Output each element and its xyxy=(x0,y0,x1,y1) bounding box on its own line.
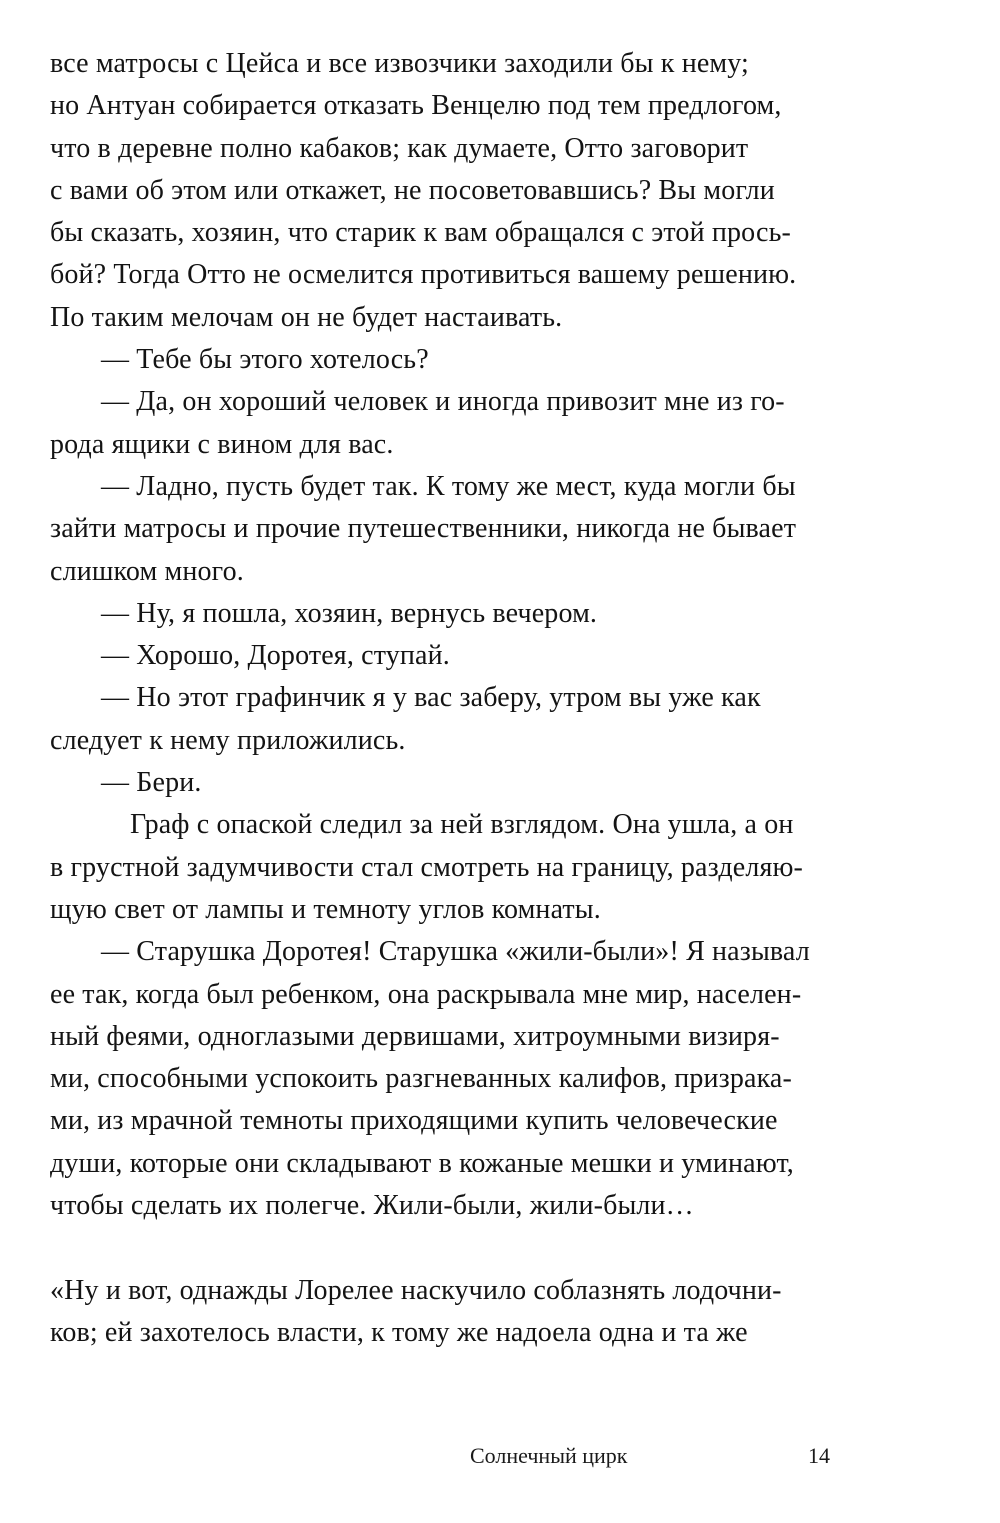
text-line: бы сказать, хозяин, что старик к вам обращался с этой прось- xyxy=(50,217,791,249)
text-line: «Ну и вот, однажды Лорелее наскучило соблазнять лодочни- xyxy=(50,1274,782,1306)
text-line: ный феями, одноглазыми дервишами, хитроумными визиря- xyxy=(50,1020,780,1052)
text-line: слишком много. xyxy=(50,555,244,587)
text-line: ми, способными успокоить разгневанных калифов, призрака- xyxy=(50,1063,792,1095)
text-line: все матросы с Цейса и все извозчики заходили бы к нему; xyxy=(50,48,749,79)
dialogue-line: — Старушка Доротея! Старушка «жили-были»! Я называл xyxy=(101,936,810,968)
running-footer-title: Солнечный цирк xyxy=(470,1443,628,1468)
text-line: с вами об этом или откажет, не посоветовавшись? Вы могли xyxy=(50,174,775,206)
text-line: По таким мелочам он не будет настаивать. xyxy=(50,301,563,333)
text-line: щую свет от лампы и темноту углов комнаты. xyxy=(50,893,601,925)
dialogue-line: — Тебе бы этого хотелось? xyxy=(101,344,429,376)
dialogue-line: — Ладно, пусть будет так. К тому же мест, куда могли бы xyxy=(101,470,796,502)
dialogue-line: — Но этот графинчик я у вас заберу, утром вы уже как xyxy=(101,682,761,714)
text-line: ков; ей захотелось власти, к тому же надоела одна и та же xyxy=(50,1316,748,1348)
text-line: но Антуан собирается отказать Венцелю под тем предлогом, xyxy=(50,90,782,122)
text-line: в грустной задумчивости стал смотреть на границу, разделяю- xyxy=(50,851,804,883)
text-line: что в деревне полно кабаков; как думаете, Отто заговорит xyxy=(50,132,749,164)
paragraph-first-line: Граф с опаской следил за ней взглядом. Она ушла, а он xyxy=(130,809,794,841)
text-line: ее так, когда был ребенком, она раскрывала мне мир, населен- xyxy=(50,978,802,1010)
text-line: рода ящики с вином для вас. xyxy=(50,428,394,460)
dialogue-line: — Да, он хороший человек и иногда привозит мне из го- xyxy=(101,386,785,418)
section-gap xyxy=(50,1227,910,1269)
text-line: души, которые они складывают в кожаные мешки и уминают, xyxy=(50,1147,794,1179)
dialogue-line: — Бери. xyxy=(101,767,202,799)
text-line: следует к нему приложились. xyxy=(50,724,406,756)
text-line: ми, из мрачной темноты приходящими купить человеческие xyxy=(50,1105,778,1137)
text-line: чтобы сделать их полегче. Жили-были, жили-были… xyxy=(50,1190,694,1222)
text-line: зайти матросы и прочие путешественники, никогда не бывает xyxy=(50,513,797,545)
dialogue-line: — Ну, я пошла, хозяин, вернусь вечером. xyxy=(101,597,598,629)
text-line: бой? Тогда Отто не осмелится противиться вашему решению. xyxy=(50,259,797,291)
body-text xyxy=(50,43,910,1354)
page-number: 14 xyxy=(808,1443,830,1468)
dialogue-line: — Хорошо, Доротея, ступай. xyxy=(101,640,450,672)
